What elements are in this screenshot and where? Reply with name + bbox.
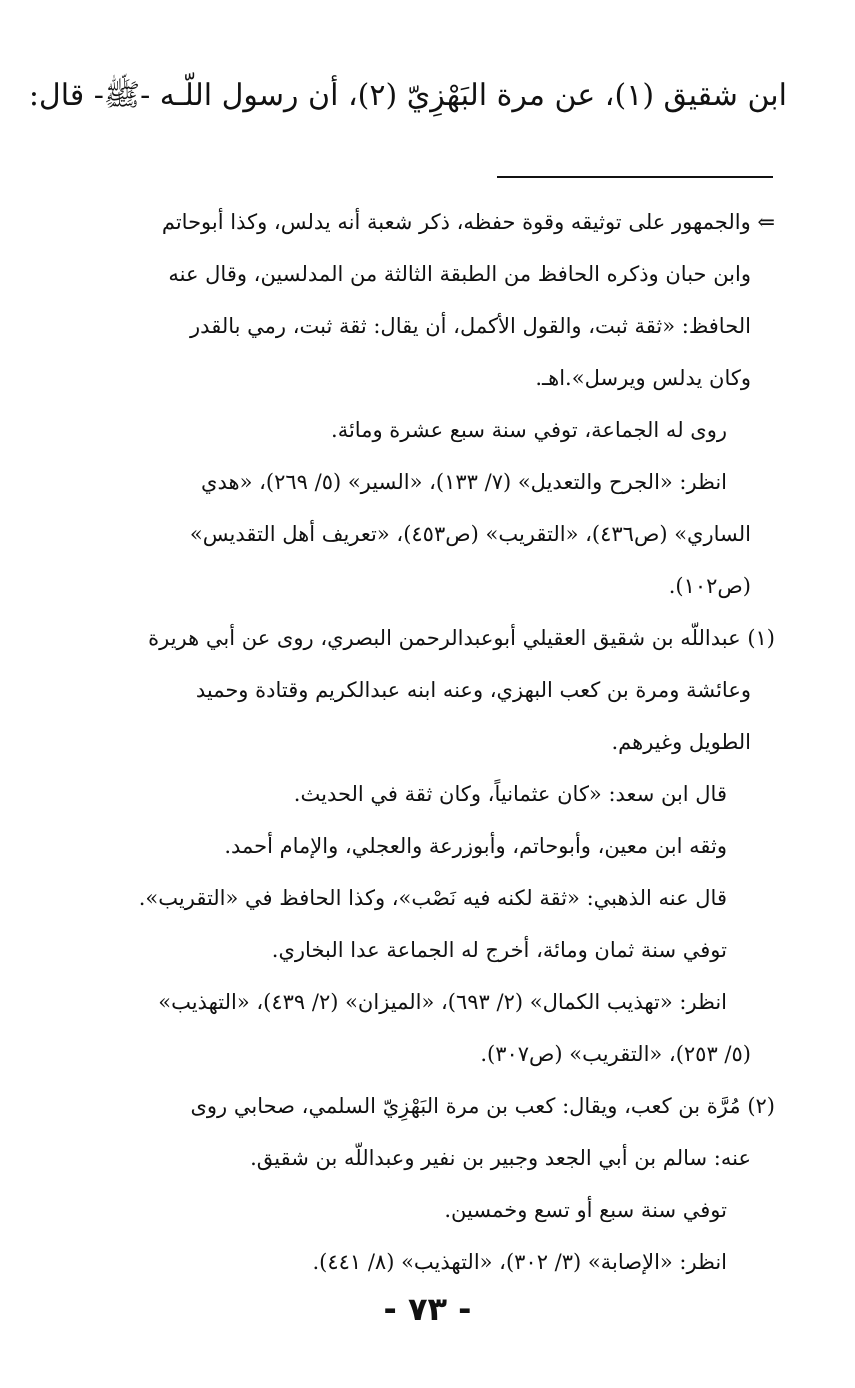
footnote-line: انظر: «تهذيب الكمال» (٢/ ٦٩٣)، «الميزان» (٢/ ٤٣٩)، «التهذيب» — [158, 990, 727, 1014]
footnote-line: عنه: سالم بن أبي الجعد وجبير بن نفير وعبداللّه بن شقيق. — [250, 1146, 751, 1170]
footnote-line: وثقه ابن معين، وأبوحاتم، وأبوزرعة والعجلي، والإمام أحمد. — [224, 834, 727, 858]
footnote-line: توفي سنة سبع أو تسع وخمسين. — [444, 1198, 727, 1222]
footnote-line: انظر: «الإصابة» (٣/ ٣٠٢)، «التهذيب» (٨/ ٤٤١). — [312, 1250, 727, 1274]
footnote-1 — [85, 612, 775, 1080]
footnote-line: وعائشة ومرة بن كعب البهزي، وعنه ابنه عبدالكريم وقتادة وحميد — [195, 678, 751, 702]
footnote-2 — [85, 1080, 775, 1288]
footnote-line: (٥/ ٢٥٣)، «التقريب» (ص٣٠٧). — [480, 1042, 751, 1066]
footnotes-section — [85, 196, 775, 1288]
footnote-continuation — [85, 196, 775, 612]
footnote-line: الساري» (ص٤٣٦)، «التقريب» (ص٤٥٣)، «تعريف أهل التقديس» — [189, 522, 751, 546]
main-text-line: ابن شقيق (١)، عن مرة البَهْزِيّ (٢)، أن رسول اللّـه -ﷺ- قال: — [28, 78, 787, 113]
footnote-separator — [497, 176, 773, 178]
footnote-line: روى له الجماعة، توفي سنة سبع عشرة ومائة. — [331, 418, 727, 442]
footnote-line: (٢) مُرَّة بن كعب، ويقال: كعب بن مرة البَهْزِيّ السلمي، صحابي روى — [190, 1094, 775, 1118]
footnote-line: الحافظ: «ثقة ثبت، والقول الأكمل، أن يقال: ثقة ثبت، رمي بالقدر — [190, 314, 751, 338]
footnote-line: (١) عبداللّه بن شقيق العقيلي أبوعبدالرحمن البصري، روى عن أبي هريرة — [148, 626, 775, 650]
footnote-line: توفي سنة ثمان ومائة، أخرج له الجماعة عدا البخاري. — [271, 938, 727, 962]
footnote-line: انظر: «الجرح والتعديل» (٧/ ١٣٣)، «السير» (٥/ ٢٦٩)، «هدي — [201, 470, 727, 494]
footnote-line: ⇐ والجمهور على توثيقه وقوة حفظه، ذكر شعبة أنه يدلس، وكذا أبوحاتم — [161, 210, 775, 234]
footnote-line: قال ابن سعد: «كان عثمانياً، وكان ثقة في الحديث. — [293, 782, 727, 806]
footnote-line: الطويل وغيرهم. — [611, 730, 751, 754]
footnote-line: قال عنه الذهبي: «ثقة لكنه فيه نَصْب»، وكذا الحافظ في «التقريب». — [138, 886, 727, 910]
page-number: - ٧٣ - — [383, 1290, 472, 1328]
footnote-line: (ص١٠٢). — [668, 574, 751, 598]
footnote-line: وابن حبان وذكره الحافظ من الطبقة الثالثة من المدلسين، وقال عنه — [168, 262, 751, 286]
footnote-line: وكان يدلس ويرسل».اهـ. — [535, 366, 751, 390]
